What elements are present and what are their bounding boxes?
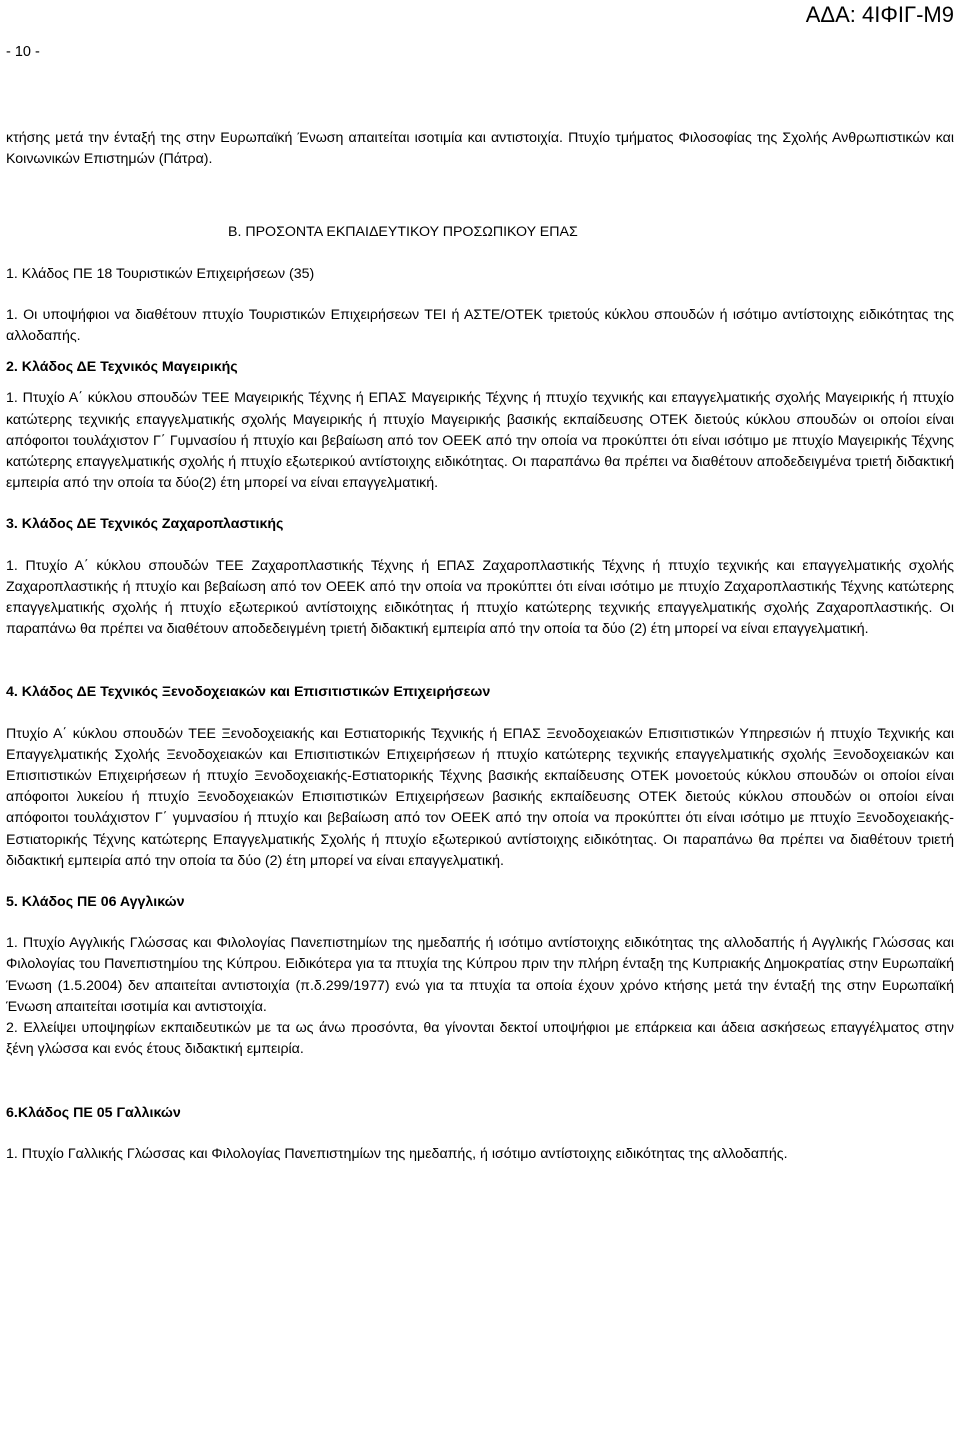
section-b-title: Β. ΠΡΟΣΟΝΤΑ ΕΚΠΑΙΔΕΥΤΙΚΟΥ ΠΡΟΣΩΠΙΚΟΥ ΕΠΑΣ xyxy=(228,224,578,241)
branch-6-paragraph-1: 1. Πτυχίο Γαλλικής Γλώσσας και Φιλολογίας Πανεπιστημίων της ημεδαπής, ή ισότιμο αντίστοιχης ειδικότητας της αλλοδαπής. xyxy=(6,1145,788,1162)
page-number: - 10 - xyxy=(6,44,40,60)
branch-1-paragraph-1: 1. Οι υποψήφιοι να διαθέτουν πτυχίο Τουριστικών Επιχειρήσεων ΤΕΙ ή ΑΣΤΕ/ΟΤΕΚ τριετούς κύκλου σπουδών ή ισότιμο αντίστοιχης ειδικότητας της αλλοδαπής. xyxy=(6,306,954,345)
branch-2-paragraph-1: 1. Πτυχίο Α΄ κύκλου σπουδών ΤΕΕ Μαγειρικής Τέχνης ή ΕΠΑΣ Μαγειρικής Τέχνης ή πτυχίο τεχνικής και επαγγελματικής σχολής Μαγειρικής ή πτυχίο κατώτερης τεχνικής επαγγελματικής σχολής Μαγειρικής ή πτυχίο Μαγειρικής βασικής εκπαίδευσης ΟΤΕΚ διετούς κύκλου σπουδών οι οποίοι είναι απόφοιτοι τουλάχιστον Γ΄ Γυμνασίου ή πτυχίο και βεβαίωση από τον ΟΕΕΚ από την οποία να προκύπτει ότι είναι ισότιμο με πτυχίο Μαγειρικής Τέχνης κατώτερης επαγγελματικής σχολής ή πτυχίο εξωτερικού αντίστοιχης ειδικότητας. Οι παραπάνω θα πρέπει να διαθέτουν αποδεδειγμένα τριετή διδακτική εμπειρία από την οποία τα δύο(2) έτη μπορεί να είναι επαγγελματική. xyxy=(6,390,954,492)
intro-paragraph: κτήσης μετά την ένταξή της στην Ευρωπαϊκή Ένωση απαιτείται ισοτιμία και αντιστοιχία. Πτυχίο τμήματος Φιλοσοφίας της Σχολής Ανθρωπιστικών και Κοινωνικών Επιστημών (Πάτρα). xyxy=(6,130,954,168)
branch-6-title: 6.Κλάδος ΠΕ 05 Γαλλικών xyxy=(6,1104,181,1121)
branch-5-title: 5. Κλάδος ΠΕ 06 Αγγλικών xyxy=(6,894,185,911)
branch-4-paragraph-1: Πτυχίο Α΄ κύκλου σπουδών ΤΕΕ Ξενοδοχειακής και Εστιατορικής Τεχνικής ή ΕΠΑΣ Ξενοδοχειακών Επισιτιστικών Υπηρεσιών ή πτυχίο Τεχνικής και Επαγγελματικής Σχολής Ξενοδοχειακών και Επισιτιστικών Επιχειρήσεων ή πτυχίο κατώτερης τεχνικής επαγγελματικής σχολής Ξενοδοχειακών και Επισιτιστικών Επιχειρήσεων ή πτυχίο Ξενοδοχειακής-Εστιατορικής Τέχνης βασικής εκπαίδευσης ΟΤΕΚ μονοετούς κύκλου σπουδών οι οποίοι είναι απόφοιτοι λυκείου ή πτυχίο Ξενοδοχειακών Επισιτιστικών Επιχειρήσεων βασικής εκπαίδευσης ΟΤΕΚ διετούς κύκλου σπουδών οι οποίοι είναι απόφοιτοι τουλάχιστον Γ΄ γυμνασίου ή πτυχίο και βεβαίωση από τον ΟΕΕΚ από την οποία να προκύπτει ότι είναι ισότιμο με πτυχίο Ξενοδοχειακής-Εστιατορικής Τέχνης κατώτερης Επαγγελματικής Σχολής ή πτυχίο εξωτερικού αντίστοιχης ειδικότητας. Οι παραπάνω θα πρέπει να διαθέτουν τριετή διδακτική εμπειρία από την οποία τα δύο (2) έτη μπορεί να είναι επαγγελματική. xyxy=(6,725,954,869)
branch-1-title: 1. Κλάδος ΠΕ 18 Τουριστικών Επιχειρήσεων (35) xyxy=(6,265,315,282)
branch-3-title: 3. Κλάδος ΔΕ Τεχνικός Ζαχαροπλαστικής xyxy=(6,516,284,533)
branch-3-paragraph-1: 1. Πτυχίο Α΄ κύκλου σπουδών ΤΕΕ Ζαχαροπλαστικής Τέχνης ή ΕΠΑΣ Ζαχαροπλαστικής Τέχνης ή πτυχίο τεχνικής και επαγγελματικής σχολής Ζαχαροπλαστικής ή πτυχίο και βεβαίωση από τον ΟΕΕΚ από την οποία να προκύπτει ότι είναι ισότιμο με πτυχίο Ζαχαροπλαστικής Τέχνης κατώτερης επαγγελματικής σχολής ή πτυχίο εξωτερικού αντίστοιχης ειδικότητας ή πτυχίο κατώτερης τεχνικής επαγγελματικής σχολής Ζαχαροπλαστικής. Οι παραπάνω θα πρέπει να διαθέτουν αποδεδειγμένη τριετή διδακτική εμπειρία από την οποία τα δύο (2) έτη μπορεί να είναι επαγγελματική. xyxy=(6,557,954,638)
branch-2-title: 2. Κλάδος ΔΕ Τεχνικός Μαγειρικής xyxy=(6,359,238,376)
branch-5-paragraph-2: 2. Ελλείψει υποψηφίων εκπαιδευτικών με τα ως άνω προσόντα, θα γίνονται δεκτοί υποψήφιοι με επάρκεια και άδεια ασκήσεως επαγγέλματος στην ξένη γλώσσα και ενός έτους διδακτική εμπειρία. xyxy=(6,1020,954,1058)
branch-5-paragraph-1: 1. Πτυχίο Αγγλικής Γλώσσας και Φιλολογίας Πανεπιστημίων της ημεδαπής ή ισότιμο αντίστοιχης ειδικότητας της αλλοδαπής ή Αγγλικής Γλώσσας και Φιλολογίας του Πανεπιστημίου της Κύπρου. Ειδικότερα για τα πτυχία της Κύπρου πριν την πλήρη ένταξη της Κυπριακής Δημοκρατίας στην Ευρωπαϊκή Ένωση (1.5.2004) δεν απαιτείται αντιστοιχία (π.δ.299/1977) ενώ για τα πτυχία τα οποία έχουν χρόνο κτήσης μετά την ένταξή της στην Ευρωπαϊκή Ένωση απαιτείται ισοτιμία και αντιστοιχία. xyxy=(6,935,954,1015)
branch-4-title: 4. Κλάδος ΔΕ Τεχνικός Ξενοδοχειακών και Επισιτιστικών Επιχειρήσεων xyxy=(6,684,491,701)
document-body xyxy=(6,128,954,1165)
ada-code: ΑΔΑ: 4ΙΦΙΓ-Μ9 xyxy=(805,2,954,27)
